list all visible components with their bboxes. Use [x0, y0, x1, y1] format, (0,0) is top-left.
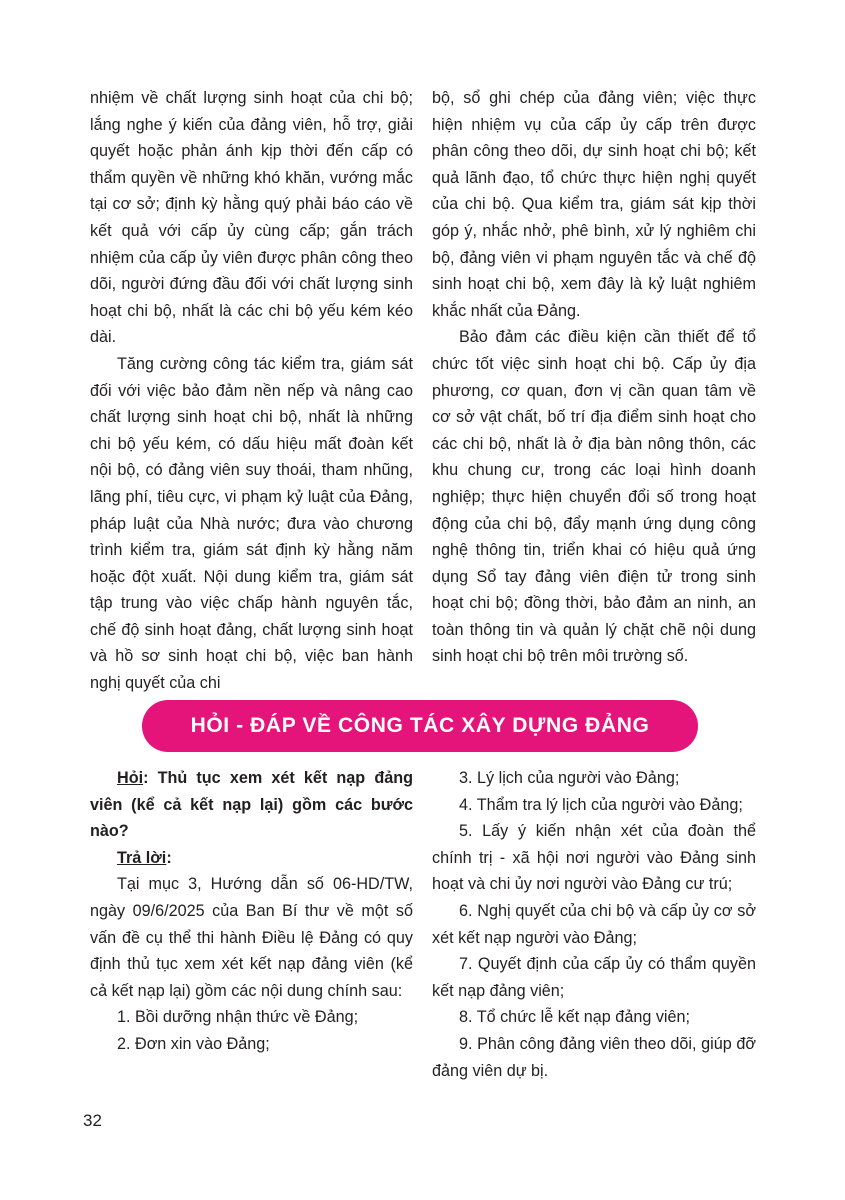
list-item: 3. Lý lịch của người vào Đảng; — [459, 769, 680, 787]
paragraph: nhiệm về chất lượng sinh hoạt của chi bộ; lắng nghe ý kiến của đảng viên, hỗ trợ, giải quyết hoặc phản ánh kịp thời đến cấp có thẩm quyền về những khó khăn, vướng mắc tại cơ sở; định kỳ hằng quý phải báo cáo về kết quả với cấp ủy cùng cấp; gắn trách nhiệm của cấp ủy viên được phân công theo dõi, người đứng đầu đối với chất lượng sinh hoạt chi bộ, nhất là các chi bộ yếu kém kéo dài. — [90, 89, 413, 347]
left-column-bottom — [90, 765, 413, 1058]
answer-heading — [90, 845, 413, 872]
list-item: 7. Quyết định của cấp ủy có thẩm quyền kết nạp đảng viên; — [432, 955, 756, 1000]
section-title: HỎI - ĐÁP VỀ CÔNG TÁC XÂY DỰNG ĐẢNG — [190, 714, 650, 737]
list-item: 6. Nghị quyết của chi bộ và cấp ủy cơ sở xét kết nạp người vào Đảng; — [432, 901, 756, 947]
left-column-top — [90, 85, 413, 697]
list-item: 2. Đơn xin vào Đảng; — [117, 1034, 270, 1053]
list-item: 9. Phân công đảng viên theo dõi, giúp đỡ đảng viên dự bị. — [432, 1034, 756, 1080]
answer-intro: Tại mục 3, Hướng dẫn số 06-HD/TW, ngày 09/6/2025 của Ban Bí thư về một số vấn đề cụ thể thi hành Điều lệ Đảng có quy định thủ tục xem xét kết nạp đảng viên (kể cả kết nạp lại) gồm các nội dung chính sau: — [90, 875, 413, 1000]
section-banner — [142, 700, 698, 752]
list-item: 8. Tổ chức lễ kết nạp đảng viên; — [459, 1008, 691, 1027]
list-item: 1. Bồi dưỡng nhận thức về Đảng; — [117, 1008, 359, 1027]
list-item: 5. Lấy ý kiến nhận xét của đoàn thể chính trị - xã hội nơi người vào Đảng sinh hoạt và chi ủy nơi người vào Đảng cư trú; — [432, 822, 756, 894]
answer-label: Trả lời — [117, 848, 167, 867]
paragraph: Tăng cường công tác kiểm tra, giám sát đối với việc bảo đảm nền nếp và nâng cao chất lượng sinh hoạt chi bộ, nhất là những chi bộ yếu kém, có dấu hiệu mất đoàn kết nội bộ, có đảng viên suy thoái, tham nhũng, lãng phí, tiêu cực, vi phạm kỷ luật của Đảng, pháp luật của Nhà nước; đưa vào chương trình kiểm tra, giám sát định kỳ hằng năm hoặc đột xuất. Nội dung kiểm tra, giám sát tập trung vào việc chấp hành nguyên tắc, chế độ sinh hoạt đảng, chất lượng sinh hoạt và hồ sơ sinh hoạt chi bộ, việc ban hành nghị quyết của chi — [90, 354, 413, 693]
question-label: Hỏi — [117, 769, 144, 787]
right-column-bottom — [432, 765, 756, 1084]
paragraph: Bảo đảm các điều kiện cần thiết để tổ chức tốt việc sinh hoạt chi bộ. Cấp ủy địa phương, cơ quan, đơn vị cần quan tâm về cơ sở vật chất, bố trí địa điểm sinh hoạt cho các chi bộ, nhất là ở địa bàn nông thôn, các khu chung cư, trong các loại hình doanh nghiệp; thực hiện chuyển đổi số trong hoạt động của chi bộ, đẩy mạnh ứng dụng công nghệ thông tin, triển khai có hiệu quả ứng dụng Sổ tay đảng viên điện tử trong sinh hoạt chi bộ; đồng thời, bảo đảm an ninh, an toàn thông tin và quản lý chặt chẽ nội dung sinh hoạt chi bộ trên môi trường số. — [432, 328, 756, 666]
answer-colon: : — [166, 848, 172, 867]
right-column-top — [432, 85, 756, 670]
question — [90, 765, 413, 845]
list-item: 4. Thẩm tra lý lịch của người vào Đảng; — [459, 795, 743, 814]
question-text: : Thủ tục xem xét kết nạp đảng viên (kể cả kết nạp lại) gồm các bước nào? — [90, 769, 413, 841]
paragraph: bộ, sổ ghi chép của đảng viên; việc thực hiện nhiệm vụ của cấp ủy cấp trên được phân công theo dõi, dự sinh hoạt chi bộ; kết quả lãnh đạo, tổ chức thực hiện nghị quyết của chi bộ. Qua kiểm tra, giám sát kịp thời góp ý, nhắc nhở, phê bình, xử lý nghiêm chi bộ, đảng viên vi phạm nguyên tắc và chế độ sinh hoạt chi bộ, xem đây là kỷ luật nghiêm khắc nhất của Đảng. — [432, 89, 756, 320]
page-number: 32 — [83, 1111, 102, 1130]
